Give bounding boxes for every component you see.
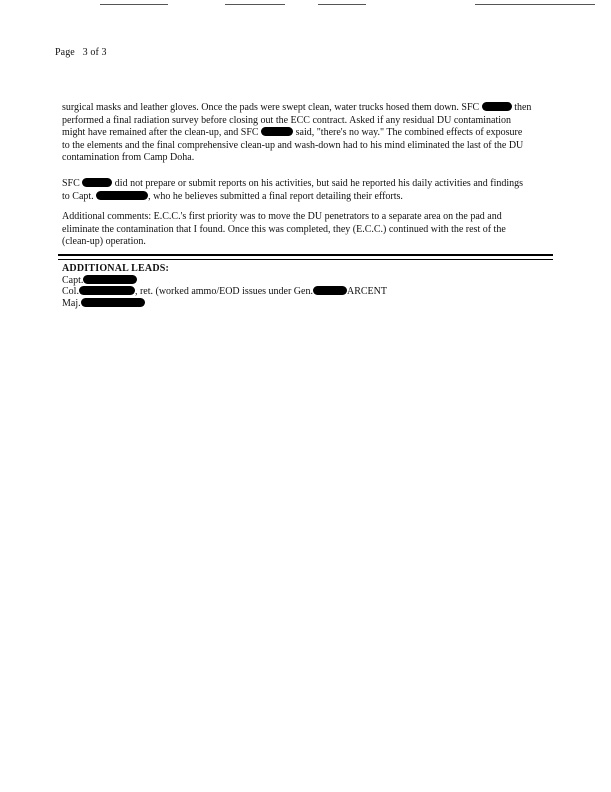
redaction	[82, 178, 112, 187]
double-rule-bottom	[58, 259, 553, 260]
redaction	[81, 298, 145, 307]
page-number: Page 3 of 3	[55, 47, 107, 58]
redaction	[79, 286, 135, 295]
paragraph-1: surgical masks and leather gloves. Once the pads were swept clean, water trucks hosed them down. SFC then performed a final radiation survey before closing out the ECC contract. Asked if any residual DU contamination might have remained after the clean-up, and SFC said, "there's no way." The combined effects of exposure to the elements and the final comprehensive clean-up and wash-down had to his mind eliminated the last of the DU contamination from Camp Doha.	[62, 102, 532, 164]
leads-heading: ADDITIONAL LEADS:	[62, 263, 170, 274]
scan-line	[475, 4, 595, 5]
redaction	[313, 286, 347, 295]
paragraph-3: Additional comments: E.C.C.'s first priority was to move the DU penetrators to a separate area on the pad and eliminate the contamination that I found. Once this was completed, they (E.C.C.) continued with the rest of the (clean-up) operation.	[62, 211, 506, 248]
lead-item: Capt.	[62, 275, 387, 287]
double-rule-top	[58, 254, 553, 256]
additional-leads	[62, 263, 387, 309]
lead-item: Col. , ret. (worked ammo/EOD issues under Gen. ARCENT	[62, 286, 387, 297]
scan-line	[100, 4, 168, 5]
scan-line	[318, 4, 366, 5]
paragraph-2: SFC did not prepare or submit reports on his activities, but said he reported his daily activities and findings to Capt. , who he believes submitted a final report detailing their efforts.	[62, 178, 524, 202]
redaction	[83, 275, 137, 284]
redaction	[482, 102, 512, 111]
redaction	[96, 191, 148, 200]
redaction	[261, 127, 293, 136]
scan-line	[225, 4, 285, 5]
lead-item: Maj.	[62, 298, 387, 310]
